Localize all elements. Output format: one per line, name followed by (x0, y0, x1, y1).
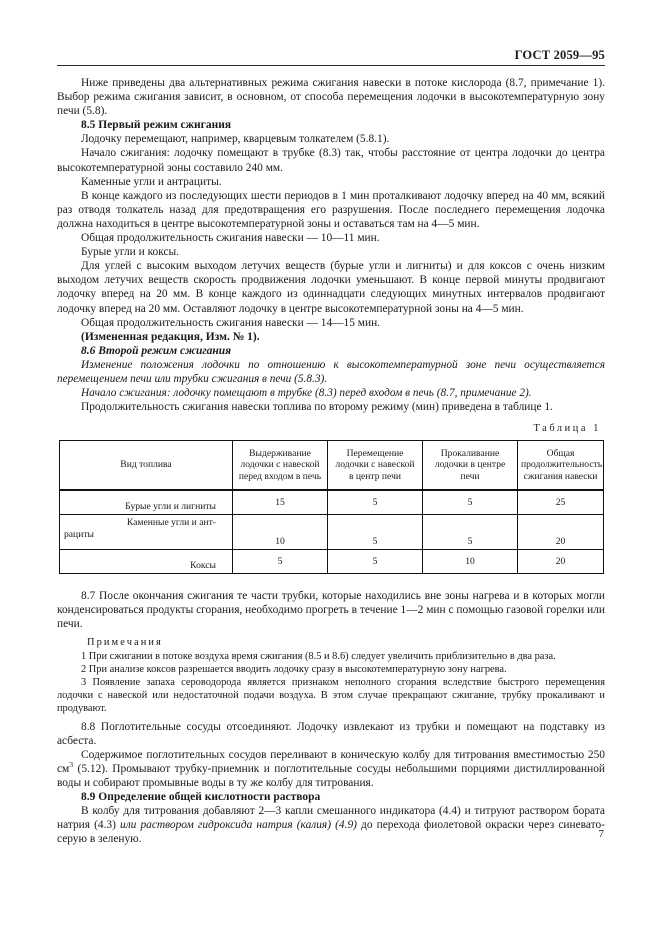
standard-number: ГОСТ 2059—95 (514, 48, 605, 62)
text-segment: В колбу для титрования добавляют 2—3 капли смешанного индикатора (4.4) и титруют раствором бората натрия (4.3) (57, 805, 605, 832)
paragraph-8-5-4: В конце каждого из последующих шести периодов в 1 мин проталкивают лодочку вперед на 40 мм, всякий раз отводя толкатель назад для предотвращения его разрушения. После последнего перемещения лодочка должна находиться в центре высокотемпературной зоны и оставаться там на 4—5 мин. (57, 189, 605, 230)
table-row (60, 515, 604, 550)
table-body (60, 490, 604, 574)
header-line: лодочки с навеской (240, 459, 320, 471)
paragraph-8-8-1: 8.8 Поглотительные сосуды отсоединяют. Лодочку извлекают из трубки и помещают на подставку из асбеста. (57, 720, 605, 747)
header-line: в центр печи (348, 471, 402, 483)
text-segment: Содержимое поглотительных сосудов переливают в коническую колбу для титрования вместимостью 250 см (57, 748, 605, 775)
italic-reference: или раствором гидроксида натрия (калия) (4.9) (120, 819, 357, 832)
table-row (60, 490, 604, 515)
header-line: перед входом в печь (238, 471, 322, 483)
column-header-calcination-at-center (423, 441, 518, 491)
cell-total: 20 (518, 515, 604, 550)
cell-calcination: 5 (423, 490, 518, 515)
header-line: печи (460, 471, 480, 483)
paragraph-8-6-2: Начало сжигания: лодочку помещают в трубке (8.3) перед входом в печь (8.7, примечание 2). (81, 387, 532, 400)
cell-fuel-type: Коксы (60, 550, 233, 574)
paragraph-8-7: 8.7 После окончания сжигания те части трубки, которые находились вне зоны нагрева и в которых могли конденсироваться продукты сгорания, необходимо прогреть в течение 1—2 мин с помощью газовой горелки или печи. (57, 590, 605, 631)
column-header-holding-before-furnace (233, 441, 328, 491)
text-segment: (5.12). Промывают трубку-приемник и поглотительные сосуды небольшими порциями дистиллированной воды и собирают промывные воды в ту же колбу для титрования. (57, 762, 605, 789)
cell-fuel-type: Бурые угли и лигниты (60, 490, 233, 515)
cell-line: рациты (64, 528, 94, 540)
paragraph-8-8-2 (57, 748, 605, 790)
table-caption: Таблица 1 (533, 423, 601, 435)
cell-total: 25 (518, 490, 604, 515)
paragraph-8-5-1: Лодочку перемещают, например, кварцевым толкателем (5.8.1). (81, 133, 390, 146)
header-line: Общая (546, 447, 575, 459)
cell-holding: 10 (233, 515, 328, 550)
superscript-cubic: 3 (69, 760, 74, 770)
notes-heading: Примечания (87, 636, 163, 648)
cell-moving: 5 (328, 550, 423, 574)
header-divider (57, 65, 605, 66)
paragraph-8-5-3: Каменные угли и антрациты. (81, 175, 222, 188)
cell-calcination: 5 (423, 515, 518, 550)
section-heading-8-6: 8.6 Второй режим сжигания (81, 344, 232, 357)
text-segment: до перехода фиолетовой окраски через синевато-серую в зеленую. (57, 819, 605, 846)
cell-holding: 5 (233, 550, 328, 574)
table-row (60, 550, 604, 574)
note-2: 2 При анализе коксов разрешается вводить лодочку сразу в высокотемпературную зону нагрева. (81, 663, 507, 675)
paragraph-8-6-3: Продолжительность сжигания навески топлива по второму режиму (мин) приведена в таблице 1. (81, 401, 553, 414)
intro-paragraph: Ниже приведены два альтернативных режима сжигания навески в потоке кислорода (8.7, примечание 1). Выбор режима сжигания зависит, в основном, от способа перемещения лодочки в высокотемпературную зону печи (5.8). (57, 77, 605, 118)
header-line: Вид топлива (120, 459, 172, 471)
section-heading-8-9: 8.9 Определение общей кислотности раствора (81, 791, 321, 804)
column-header-fuel-type (60, 441, 233, 491)
cell-line: Каменные угли и ант- (126, 517, 216, 529)
paragraph-8-5-8: Общая продолжительность сжигания навески — 14—15 мин. (81, 316, 381, 329)
cell-calcination: 10 (423, 550, 518, 574)
section-heading-8-5: 8.5 Первый режим сжигания (81, 119, 232, 132)
table-header (60, 441, 604, 491)
paragraph-8-9 (57, 804, 605, 846)
burning-duration-table (59, 440, 604, 574)
paragraph-8-5-6: Бурые угли и коксы. (81, 246, 180, 259)
page-number: 7 (598, 828, 604, 840)
cell-moving: 5 (328, 490, 423, 515)
cell-fuel-type (60, 515, 233, 550)
header-line: лодочки в центре (434, 459, 506, 471)
header-line: Прокаливание (440, 447, 500, 459)
cell-holding: 15 (233, 490, 328, 515)
paragraph-8-5-2: Начало сжигания: лодочку помещают в трубке (8.3) так, чтобы расстояние от центра лодочки до центра высокотемпературной зоны составило 240 мм. (57, 147, 605, 174)
document-header (57, 48, 605, 65)
paragraph-8-5-5: Общая продолжительность сжигания навески — 10—11 мин. (81, 232, 380, 245)
header-line: Выдерживание (249, 447, 311, 459)
header-line: Перемещение (346, 447, 404, 459)
cell-total: 20 (518, 550, 604, 574)
column-header-moving-to-center (328, 441, 423, 491)
paragraph-8-6-1: Изменение положения лодочки по отношению к высокотемпературной зоне печи осуществляется перемещением печи или трубки сжигания в печи (5.8.3). (57, 358, 605, 385)
column-header-total-duration (518, 441, 604, 491)
page-content (57, 48, 605, 846)
paragraph-8-5-7: Для углей с высоким выходом летучих веществ (бурые угли и лигниты) и для коксов с очень низким выходом летучих веществ скорость продвижения лодочки уменьшают. В конце первой минуты продвигают лодочку вперед на 20 мм. В конце каждого из одиннадцати следующих минутных интервалов продвигают лодочку вперед на 20 мм. Оставляют лодочку в центре высокотемпературной зоны на 4—5 мин. (57, 260, 605, 315)
revision-note: (Измененная редакция, Изм. № 1). (81, 330, 260, 343)
header-line: сжигания навески (523, 471, 598, 483)
table-header-row (60, 441, 604, 491)
header-line: продолжительность (521, 459, 603, 471)
note-3: 3 Появление запаха сероводорода является признаком неполного сгорания вследствие быстрого перемещения лодочки с навеской или недостаточной подачи воздуха. В этом случае прекращают сжигание, трубку прокаливают и продувают. (57, 676, 605, 715)
header-line: лодочки с навеской (335, 459, 415, 471)
note-1: 1 При сжигании в потоке воздуха время сжигания (8.5 и 8.6) следует увеличить приблизительно в два раза. (81, 650, 556, 662)
cell-moving: 5 (328, 515, 423, 550)
